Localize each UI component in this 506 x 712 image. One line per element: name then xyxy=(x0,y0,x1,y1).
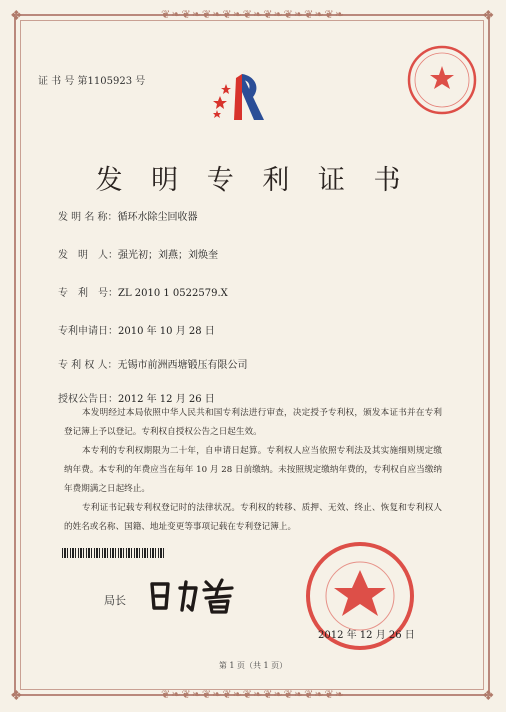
field-value: 强光初；刘燕；刘焕奎 xyxy=(118,250,218,261)
director-label: 局长 xyxy=(104,594,126,607)
sipo-logo-icon xyxy=(212,70,272,126)
field-patentee xyxy=(58,356,248,371)
certificate-number: 证 书 号 第1105923 号 xyxy=(38,76,146,87)
field-value: 循环水除尘回收器 xyxy=(117,212,198,223)
seal-date: 2012 年 12 月 26 日 xyxy=(318,630,415,641)
top-ornament: ❦❧❦❧❦❧❦❧❦❧❦❧❦❧❦❧❦❧ xyxy=(161,8,345,21)
corner-ornament: ❖ xyxy=(10,688,23,704)
body-paragraph: 本发明经过本局依照中华人民共和国专利法进行审查，决定授予专利权，颁发本证书并在专利登记簿上予以登记。专利权自授权公告之日起生效。 xyxy=(64,408,442,437)
field-inventors xyxy=(58,246,218,261)
certificate-body xyxy=(64,404,442,537)
page-number: 第 1 页（共 1 页） xyxy=(218,661,288,670)
corner-ornament: ❖ xyxy=(10,8,23,24)
field-invention-name xyxy=(58,208,198,223)
field-grant-date xyxy=(58,390,215,405)
barcode xyxy=(62,548,166,558)
page-title: 发 明 专 利 证 书 xyxy=(95,165,411,197)
body-paragraph: 专利证书记载专利权登记时的法律状况。专利权的转移、质押、无效、终止、恢复和专利权人的姓名或名称、国籍、地址变更等事项记载在专利登记簿上。 xyxy=(64,503,442,532)
corner-ornament: ❖ xyxy=(482,8,495,24)
director-signature-icon xyxy=(146,574,246,616)
field-value: 2010 年 10 月 28 日 xyxy=(118,326,215,337)
field-value: 无锡市前洲西塘锻压有限公司 xyxy=(117,360,248,371)
corner-ornament: ❖ xyxy=(482,688,495,704)
field-label: 专 利 号： xyxy=(58,288,118,299)
field-label: 专利申请日： xyxy=(58,326,118,337)
field-patent-number xyxy=(58,284,228,299)
field-value: ZL 2010 1 0522579.X xyxy=(118,288,228,299)
field-value: 2012 年 12 月 26 日 xyxy=(118,394,215,405)
agency-seal-icon xyxy=(406,44,478,116)
field-label: 授权公告日： xyxy=(58,394,118,405)
body-paragraph: 本专利的专利权期限为二十年，自申请日起算。专利权人应当依照专利法及其实施细则规定缴纳年费。本专利的年费应当在每年 10 月 28 日前缴纳。未按照规定缴纳年费的，专利权自应当缴纳年费期满之日起终止。 xyxy=(64,446,442,494)
field-application-date xyxy=(58,322,215,337)
bottom-ornament: ❦❧❦❧❦❧❦❧❦❧❦❧❦❧❦❧❦❧ xyxy=(161,688,345,701)
field-label: 发 明 人： xyxy=(58,250,118,261)
field-label: 专 利 权 人： xyxy=(58,360,118,371)
field-label: 发 明 名 称： xyxy=(58,212,118,223)
